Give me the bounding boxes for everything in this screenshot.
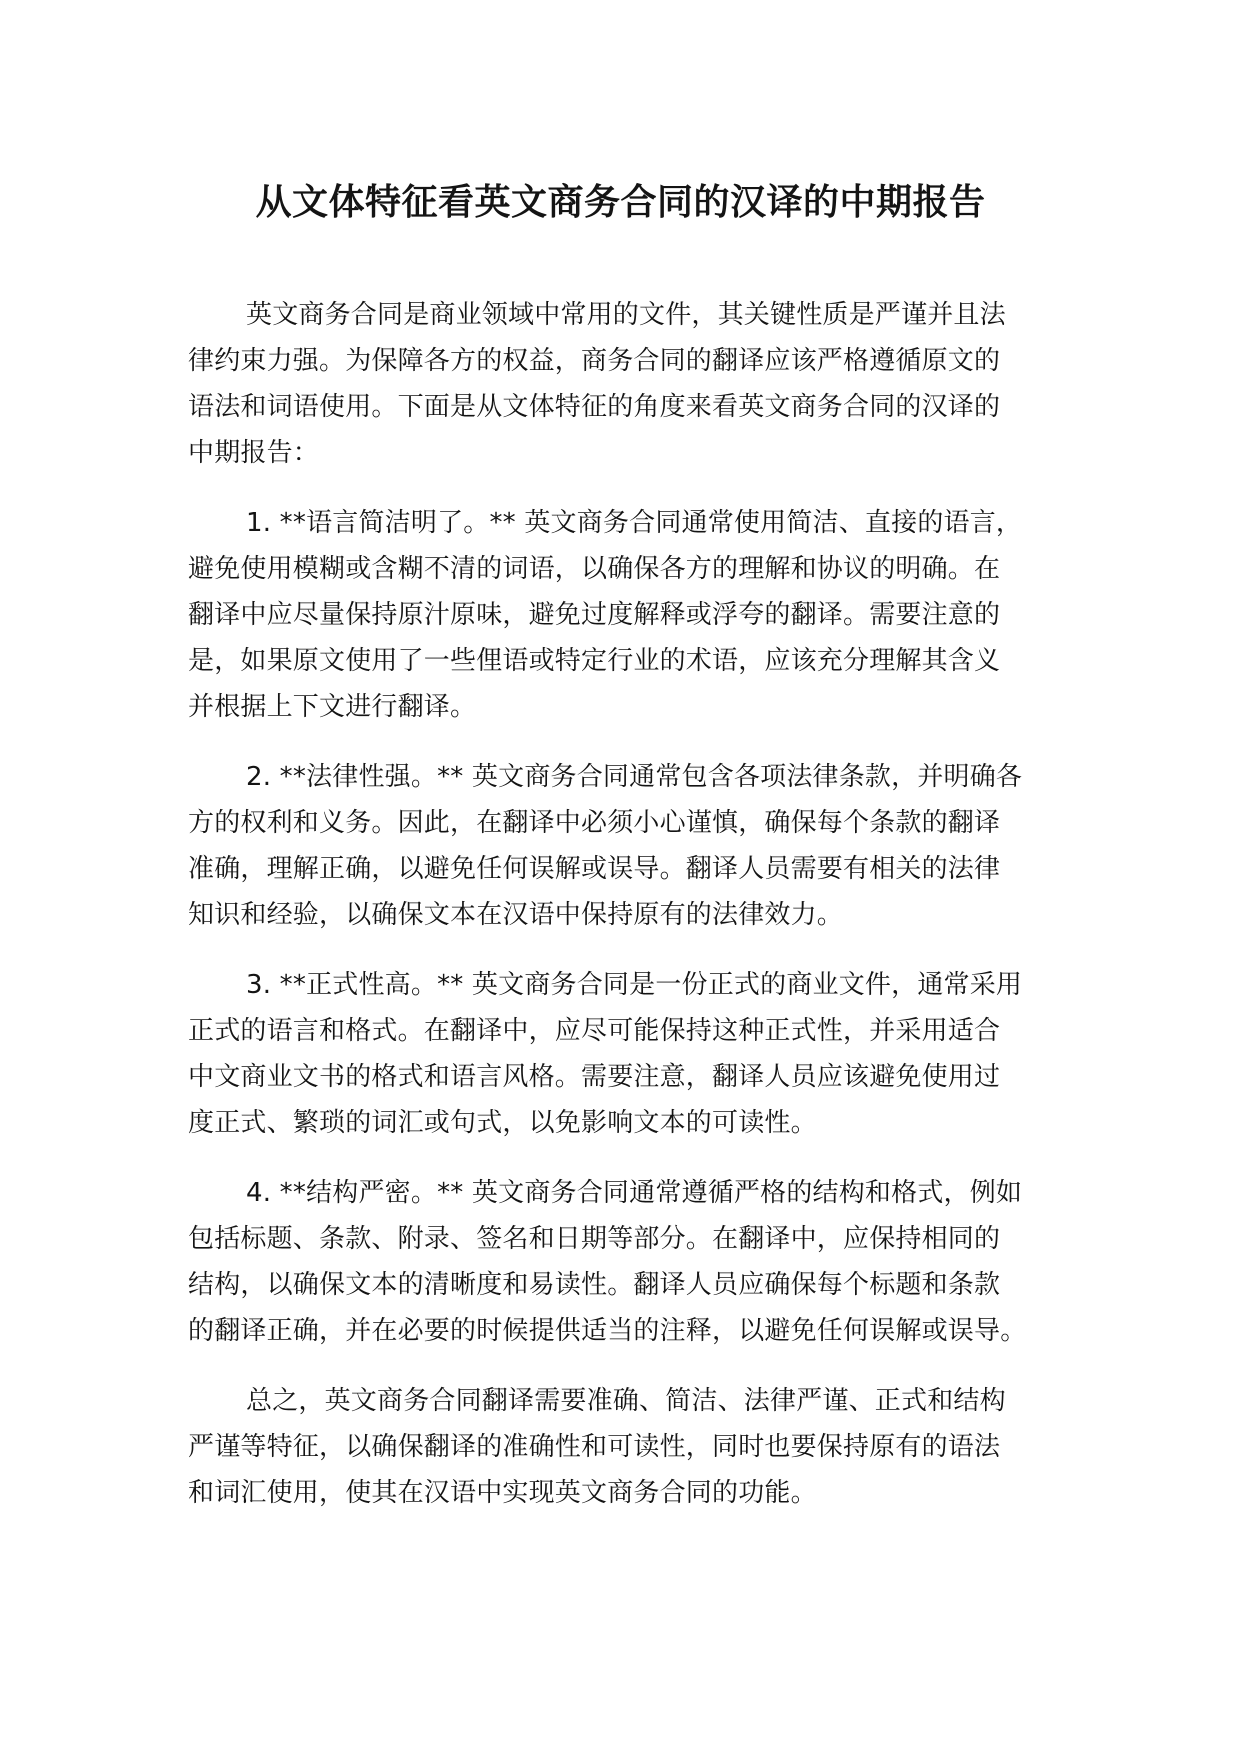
paragraph-line: 正式的语言和格式。在翻译中，应尽可能保持这种正式性，并采用适合 bbox=[188, 1016, 1001, 1046]
paragraph-line: 英文商务合同是商业领域中常用的文件，其关键性质是严谨并且法 bbox=[246, 300, 1006, 330]
paragraph-line: 准确，理解正确，以避免任何误解或误导。翻译人员需要有相关的法律 bbox=[188, 854, 1001, 884]
paragraph-line: 知识和经验，以确保文本在汉语中保持原有的法律效力。 bbox=[188, 900, 844, 930]
paragraph-line: 并根据上下文进行翻译。 bbox=[188, 692, 477, 722]
paragraph-line: 方的权利和义务。因此，在翻译中必须小心谨慎，确保每个条款的翻译 bbox=[188, 808, 1001, 838]
paragraph-line: 包括标题、条款、附录、签名和日期等部分。在翻译中，应保持相同的 bbox=[188, 1224, 1001, 1254]
paragraph-point-1 bbox=[188, 500, 1088, 730]
paragraph-point-4 bbox=[188, 1170, 1088, 1354]
paragraph-line: 度正式、繁琐的词汇或句式，以免影响文本的可读性。 bbox=[188, 1108, 817, 1138]
document-body bbox=[188, 292, 1088, 1540]
paragraph-line: 中期报告： bbox=[188, 438, 320, 468]
paragraph-line: 严谨等特征，以确保翻译的准确性和可读性，同时也要保持原有的语法 bbox=[188, 1432, 1001, 1462]
paragraph-line: 结构，以确保文本的清晰度和易读性。翻译人员应确保每个标题和条款 bbox=[188, 1270, 1001, 1300]
paragraph-line: 律约束力强。为保障各方的权益，商务合同的翻译应该严格遵循原文的 bbox=[188, 346, 1001, 376]
paragraph-line: 1. **语言简洁明了。** 英文商务合同通常使用简洁、直接的语言， bbox=[246, 508, 1023, 538]
paragraph-line: 3. **正式性高。** 英文商务合同是一份正式的商业文件，通常采用 bbox=[246, 970, 1023, 1000]
paragraph-intro bbox=[188, 292, 1088, 476]
paragraph-line: 避免使用模糊或含糊不清的词语，以确保各方的理解和协议的明确。在 bbox=[188, 554, 1001, 584]
paragraph-line: 语法和词语使用。下面是从文体特征的角度来看英文商务合同的汉译的 bbox=[188, 392, 1001, 422]
paragraph-line: 4. **结构严密。** 英文商务合同通常遵循严格的结构和格式，例如 bbox=[246, 1178, 1023, 1208]
paragraph-line: 的翻译正确，并在必要的时候提供适当的注释，以避免任何误解或误导。 bbox=[188, 1316, 1027, 1346]
paragraph-line: 翻译中应尽量保持原汁原味，避免过度解释或浮夸的翻译。需要注意的 bbox=[188, 600, 1001, 630]
paragraph-line: 总之，英文商务合同翻译需要准确、简洁、法律严谨、正式和结构 bbox=[246, 1386, 1006, 1416]
paragraph-line: 和词汇使用，使其在汉语中实现英文商务合同的功能。 bbox=[188, 1478, 817, 1508]
paragraph-line: 是，如果原文使用了一些俚语或特定行业的术语，应该充分理解其含义 bbox=[188, 646, 1001, 676]
paragraph-line: 2. **法律性强。** 英文商务合同通常包含各项法律条款，并明确各 bbox=[246, 762, 1023, 792]
paragraph-point-2 bbox=[188, 754, 1088, 938]
paragraph-point-3 bbox=[188, 962, 1088, 1146]
paragraph-conclusion bbox=[188, 1378, 1088, 1516]
paragraph-line: 中文商业文书的格式和语言风格。需要注意，翻译人员应该避免使用过 bbox=[188, 1062, 1001, 1092]
document-title: 从文体特征看英文商务合同的汉译的中期报告 bbox=[255, 182, 986, 223]
